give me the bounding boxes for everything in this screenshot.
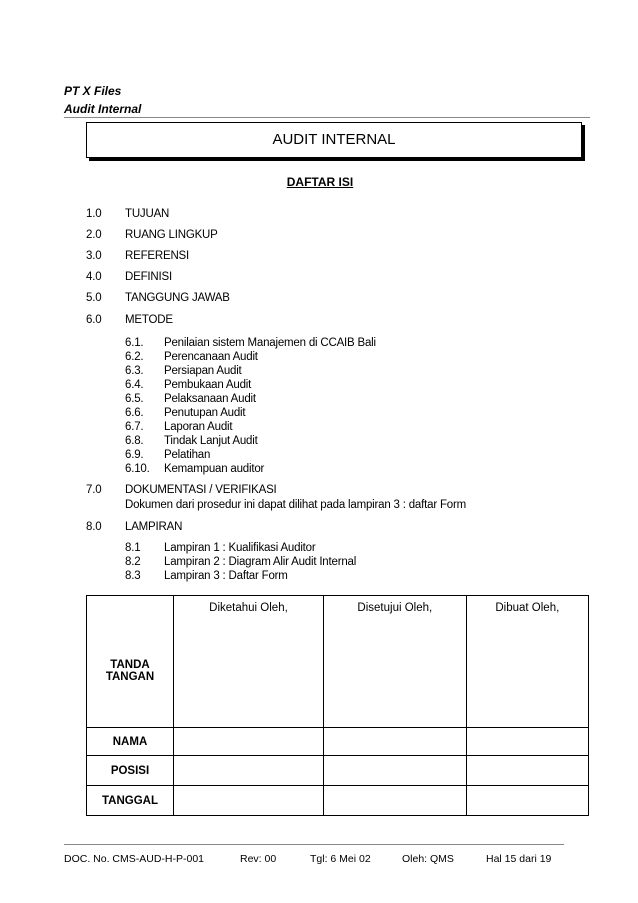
document-title-box xyxy=(86,122,582,158)
section-label: RUANG LINGKUP xyxy=(125,229,218,241)
section-number: 4.0 xyxy=(86,271,102,283)
subsection-number: 6.4. xyxy=(125,379,144,391)
tanggal-cell xyxy=(174,786,324,816)
toc-title: DAFTAR ISI xyxy=(286,175,354,189)
section-number: 5.0 xyxy=(86,292,102,304)
section-label: DEFINISI xyxy=(125,271,172,283)
tanggal-cell xyxy=(323,786,466,816)
posisi-cell xyxy=(323,756,466,786)
subsection-label: Laporan Audit xyxy=(164,421,233,433)
footer-author: Oleh: QMS xyxy=(402,853,454,865)
subsection-label: Perencanaan Audit xyxy=(164,351,258,363)
row-label-nama: NAMA xyxy=(87,728,174,756)
section-number: 7.0 xyxy=(86,484,102,496)
subsection-label: Pembukaan Audit xyxy=(164,379,252,391)
column-header-dibuat: Dibuat Oleh, xyxy=(466,596,588,728)
section-label: TANGGUNG JAWAB xyxy=(125,292,230,304)
subsection-label: Penutupan Audit xyxy=(164,407,246,419)
section-number: 8.0 xyxy=(86,521,102,533)
column-header-diketahui: Diketahui Oleh, xyxy=(174,596,324,728)
lampiran-number: 8.3 xyxy=(125,570,141,582)
department-name: Audit Internal xyxy=(64,102,142,116)
section-number: 6.0 xyxy=(86,314,102,326)
subsection-number: 6.9. xyxy=(125,449,144,461)
row-label-tanda-tangan: TANDA TANGAN xyxy=(87,596,174,728)
lampiran-label: Lampiran 1 : Kualifikasi Auditor xyxy=(164,542,316,554)
footer-rev: Rev: 00 xyxy=(240,853,277,865)
footer-date: Tgl: 6 Mei 02 xyxy=(310,853,371,865)
dokumentasi-note: Dokumen dari prosedur ini dapat dilihat pada lampiran 3 : daftar Form xyxy=(125,499,466,511)
subsection-label: Persiapan Audit xyxy=(164,365,242,377)
section-label: REFERENSI xyxy=(125,250,190,262)
subsection-label: Kemampuan auditor xyxy=(164,463,265,475)
row-label-posisi: POSISI xyxy=(87,756,174,786)
lampiran-label: Lampiran 3 : Daftar Form xyxy=(164,570,288,582)
footer-page: Hal 15 dari 19 xyxy=(486,853,552,865)
nama-cell xyxy=(323,728,466,756)
subsection-label: Penilaian sistem Manajemen di CCAIB Bali xyxy=(164,337,376,349)
lampiran-number: 8.1 xyxy=(125,542,141,554)
nama-cell xyxy=(174,728,324,756)
lampiran-number: 8.2 xyxy=(125,556,141,568)
posisi-cell xyxy=(466,756,588,786)
subsection-number: 6.10. xyxy=(125,463,150,475)
footer-doc-no: DOC. No. CMS-AUD-H-P-001 xyxy=(64,853,205,865)
header-rule xyxy=(64,117,590,118)
subsection-number: 6.8. xyxy=(125,435,144,447)
section-number: 3.0 xyxy=(86,250,102,262)
subsection-number: 6.7. xyxy=(125,421,144,433)
section-label: LAMPIRAN xyxy=(125,521,183,533)
signature-table xyxy=(86,595,589,816)
tanggal-cell xyxy=(466,786,588,816)
subsection-number: 6.2. xyxy=(125,351,144,363)
section-label: DOKUMENTASI / VERIFIKASI xyxy=(125,484,277,496)
section-label: TUJUAN xyxy=(125,208,170,220)
row-label-tanggal: TANGGAL xyxy=(87,786,174,816)
section-number: 1.0 xyxy=(86,208,102,220)
lampiran-label: Lampiran 2 : Diagram Alir Audit Internal xyxy=(164,556,357,568)
nama-cell xyxy=(466,728,588,756)
subsection-number: 6.6. xyxy=(125,407,144,419)
section-label: METODE xyxy=(125,314,173,326)
document-title: AUDIT INTERNAL xyxy=(272,131,396,148)
subsection-number: 6.3. xyxy=(125,365,144,377)
subsection-label: Pelatihan xyxy=(164,449,211,461)
column-header-disetujui: Disetujui Oleh, xyxy=(323,596,466,728)
subsection-label: Pelaksanaan Audit xyxy=(164,393,256,405)
company-name: PT X Files xyxy=(64,84,122,98)
posisi-cell xyxy=(174,756,324,786)
section-number: 2.0 xyxy=(86,229,102,241)
subsection-number: 6.1. xyxy=(125,337,144,349)
subsection-label: Tindak Lanjut Audit xyxy=(164,435,258,447)
subsection-number: 6.5. xyxy=(125,393,144,405)
footer-rule xyxy=(64,844,564,845)
